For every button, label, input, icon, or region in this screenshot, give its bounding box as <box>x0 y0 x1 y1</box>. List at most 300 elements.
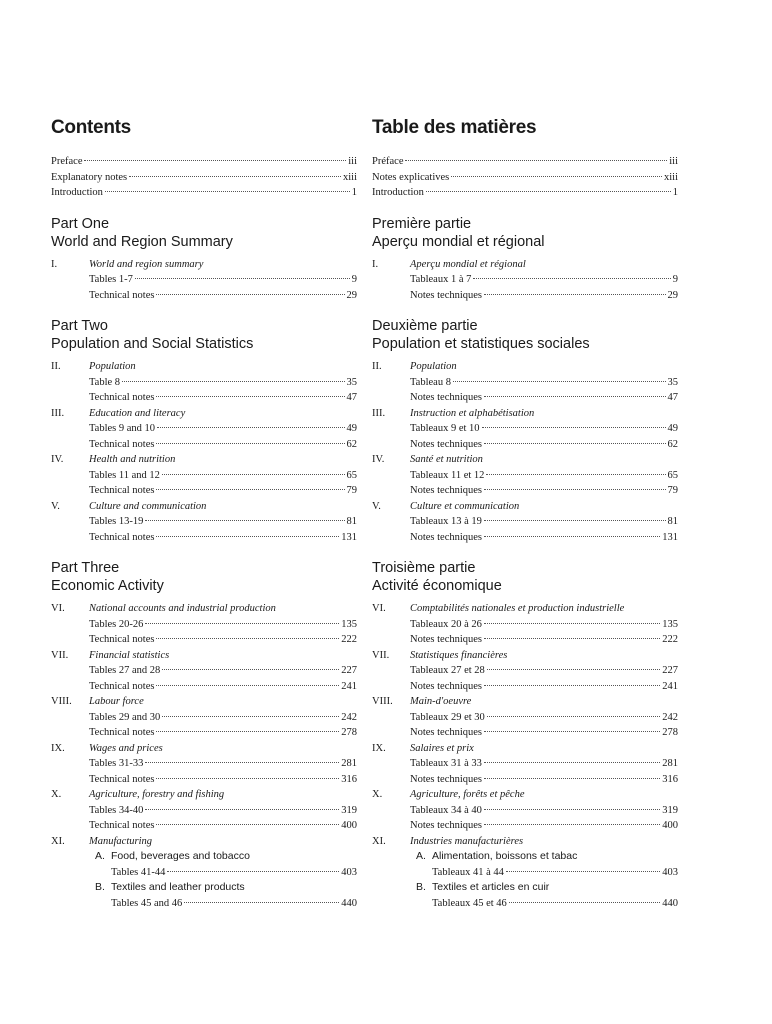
entry-label: Tables 41-44 <box>111 866 166 878</box>
toc-entry[interactable] <box>51 756 357 772</box>
dot-leader <box>484 638 660 639</box>
chapter-title: Statistiques financières <box>410 649 508 661</box>
subsection-letter: A. <box>416 850 426 862</box>
page-number: xiii <box>342 171 357 183</box>
chapter-title: Salaires et prix <box>410 742 474 754</box>
subsection-heading <box>51 849 357 865</box>
subsection-title: Textiles and leather products <box>111 881 245 893</box>
entry-label: Technical notes <box>89 820 155 831</box>
entry-label: Table 8 <box>89 376 121 388</box>
entry-label: Tableaux 27 et 28 <box>410 665 485 676</box>
chapter-number: III. <box>372 407 386 419</box>
toc-entry[interactable] <box>372 288 678 304</box>
entry-label: Technical notes <box>89 531 155 543</box>
toc-entry-explanatory-notes[interactable] <box>51 170 357 186</box>
entry-label: Tables 9 and 10 <box>89 423 156 434</box>
toc-entry[interactable] <box>51 530 357 546</box>
toc-entry[interactable] <box>51 617 357 633</box>
page-number: 440 <box>662 897 678 909</box>
page-number: 47 <box>667 392 678 403</box>
entry-label: Technical notes <box>89 773 155 785</box>
chapter-title: Population <box>89 361 136 372</box>
toc-entry[interactable] <box>372 514 678 530</box>
entry-label: Notes techniques <box>410 727 483 738</box>
dot-leader <box>135 278 350 279</box>
chapter-number: VI. <box>372 603 386 614</box>
page-number: 49 <box>346 423 357 434</box>
chapter-heading <box>51 648 357 664</box>
entry-label: Tableaux 11 et 12 <box>410 469 485 481</box>
chapter-title: Culture and communication <box>89 500 207 512</box>
entry-label: Tables 29 and 30 <box>89 711 161 723</box>
page-number: 1 <box>351 187 357 198</box>
page-number: 9 <box>351 274 357 285</box>
dot-leader <box>156 294 344 295</box>
page-number: 35 <box>346 376 357 388</box>
chapter-number: X. <box>372 789 383 800</box>
chapter-title: Aperçu mondial et régional <box>410 258 526 270</box>
page-number: 242 <box>662 711 678 723</box>
dot-leader <box>484 520 666 521</box>
page-number: 79 <box>667 485 678 496</box>
dot-leader <box>484 824 660 825</box>
page-number: 319 <box>341 804 357 816</box>
toc-entry[interactable] <box>51 896 357 912</box>
page-number: 241 <box>341 680 357 692</box>
chapter-title: Culture et communication <box>410 500 520 512</box>
chapter-title: National accounts and industrial production <box>89 603 276 614</box>
entry-label: Technical notes <box>89 634 155 645</box>
entry-label: Technical notes <box>89 727 155 738</box>
entry-label: Tableaux 34 à 40 <box>410 804 482 816</box>
dot-leader <box>484 809 660 810</box>
toc-entry[interactable] <box>51 679 357 695</box>
toc-entry-introduction[interactable] <box>372 185 678 201</box>
entry-label: Préface <box>372 156 404 167</box>
dot-leader <box>167 871 339 872</box>
page-number: 227 <box>341 665 357 676</box>
part-number: Troisième partie <box>372 560 476 576</box>
entry-label: Tables 1-7 <box>89 274 133 285</box>
toc-entry-preface[interactable] <box>372 154 678 170</box>
page-number: 47 <box>346 392 357 403</box>
toc-entry[interactable] <box>372 617 678 633</box>
entry-label: Notes techniques <box>410 680 483 692</box>
chapter-number: IV. <box>51 454 64 465</box>
page-number: 135 <box>341 618 357 630</box>
page-number: 400 <box>662 820 678 831</box>
entry-label: Tableaux 13 à 19 <box>410 516 482 527</box>
chapter-number: VII. <box>51 649 69 661</box>
dot-leader <box>484 443 665 444</box>
entry-label: Notes techniques <box>410 820 483 831</box>
dot-leader <box>484 778 660 779</box>
page-number: 281 <box>662 758 678 769</box>
entry-label: Tables 20-26 <box>89 618 144 630</box>
page-number: 62 <box>667 438 678 450</box>
toc-entry[interactable] <box>372 663 678 679</box>
chapter-number: X. <box>51 789 62 800</box>
chapter-number: XI. <box>372 835 386 847</box>
dot-leader <box>145 623 339 624</box>
entry-label: Tableau 8 <box>410 376 451 388</box>
dot-leader <box>156 685 339 686</box>
chapter-heading <box>51 601 357 617</box>
chapter-heading <box>51 741 357 757</box>
toc-entry[interactable] <box>51 865 357 881</box>
toc-entry[interactable] <box>51 514 357 530</box>
page-number: 62 <box>346 438 357 450</box>
dot-leader <box>145 762 339 763</box>
entry-label: Tableaux 20 à 26 <box>410 618 482 630</box>
chapter-number: VI. <box>51 603 65 614</box>
page-number: 135 <box>662 618 678 630</box>
contents-heading: Table des matières <box>372 117 537 138</box>
toc-entry-preface[interactable] <box>51 154 357 170</box>
toc-entry[interactable] <box>372 679 678 695</box>
entry-label: Tableaux 9 et 10 <box>410 423 480 434</box>
dot-leader <box>122 381 344 382</box>
toc-entry[interactable] <box>51 632 357 648</box>
toc-entry[interactable] <box>372 896 678 912</box>
dot-leader <box>484 731 660 732</box>
chapter-heading <box>372 499 678 515</box>
chapter-title: Instruction et alphabétisation <box>410 407 535 419</box>
chapter-heading <box>51 499 357 515</box>
dot-leader <box>156 443 344 444</box>
subsection-letter: A. <box>95 850 105 862</box>
page-number: 278 <box>341 727 357 738</box>
chapter-title: Santé et nutrition <box>410 454 483 465</box>
toc-entry[interactable] <box>372 756 678 772</box>
chapter-heading <box>372 741 678 757</box>
page-number: 131 <box>662 531 678 543</box>
page-number: 440 <box>341 897 357 909</box>
toc-entry-introduction[interactable] <box>51 185 357 201</box>
dot-leader <box>487 716 660 717</box>
dot-leader <box>156 396 344 397</box>
chapter-heading <box>372 406 678 422</box>
toc-entry[interactable] <box>372 530 678 546</box>
contents-column-french <box>372 114 678 911</box>
toc-entry[interactable] <box>372 818 678 834</box>
page-number: iii <box>348 156 357 167</box>
toc-entry[interactable] <box>51 803 357 819</box>
chapter-heading <box>51 834 357 850</box>
subsection-title: Textiles et articles en cuir <box>432 881 550 893</box>
chapter-title: Labour force <box>89 696 144 707</box>
chapter-number: V. <box>372 500 381 512</box>
toc-entry[interactable] <box>372 390 678 406</box>
dot-leader <box>162 474 345 475</box>
dot-leader <box>162 669 339 670</box>
entry-label: Tables 11 and 12 <box>89 469 160 481</box>
entry-label: Notes techniques <box>410 289 483 301</box>
dot-leader <box>157 427 344 428</box>
toc-entry[interactable] <box>51 468 357 484</box>
dot-leader <box>145 520 344 521</box>
entry-label: Tableaux 41 à 44 <box>432 866 504 878</box>
toc-entry[interactable] <box>372 803 678 819</box>
entry-label: Technical notes <box>89 289 155 301</box>
toc-entry[interactable] <box>51 421 357 437</box>
dot-leader <box>484 762 660 763</box>
dot-leader <box>156 778 339 779</box>
page-number: 316 <box>341 773 357 785</box>
dot-leader <box>405 160 667 161</box>
dot-leader <box>453 381 666 382</box>
page-number: 242 <box>341 711 357 723</box>
page-number: xiii <box>663 171 678 183</box>
dot-leader <box>484 623 660 624</box>
part-number: Part One <box>51 215 110 232</box>
dot-leader <box>484 294 665 295</box>
entry-label: Notes techniques <box>410 773 483 785</box>
chapter-heading <box>372 359 678 375</box>
entry-label: Explanatory notes <box>51 171 128 183</box>
page-number: 35 <box>667 376 678 388</box>
dot-leader <box>486 474 665 475</box>
page-number: 49 <box>667 423 678 434</box>
chapter-heading <box>372 694 678 710</box>
chapter-number: I. <box>51 258 58 270</box>
chapter-heading <box>51 406 357 422</box>
chapter-title: Comptabilités nationales et production industrielle <box>410 603 625 614</box>
part-three-title <box>372 559 678 595</box>
toc-entry[interactable] <box>372 632 678 648</box>
subsection-letter: B. <box>416 881 426 893</box>
entry-label: Tables 34-40 <box>89 804 144 816</box>
entry-label: Notes techniques <box>410 438 483 450</box>
part-number: Part Three <box>51 560 120 576</box>
dot-leader <box>156 489 344 490</box>
subsection-heading <box>51 880 357 896</box>
chapter-heading <box>51 787 357 803</box>
entry-label: Notes explicatives <box>372 171 450 183</box>
page-number: 319 <box>662 804 678 816</box>
dot-leader <box>105 191 350 192</box>
chapter-number: V. <box>51 500 60 512</box>
entry-label: Tables 31-33 <box>89 758 144 769</box>
dot-leader <box>129 176 341 177</box>
part-two-title <box>51 317 357 353</box>
subsection-title: Food, beverages and tobacco <box>111 850 250 862</box>
chapter-title: Financial statistics <box>89 649 170 661</box>
page-number: 278 <box>662 727 678 738</box>
dot-leader <box>451 176 662 177</box>
chapter-number: IV. <box>372 454 385 465</box>
page-number: 403 <box>341 866 357 878</box>
part-number: Deuxième partie <box>372 318 478 334</box>
subsection-letter: B. <box>95 881 105 893</box>
entry-label: Preface <box>51 156 83 167</box>
toc-entry[interactable] <box>51 390 357 406</box>
page-number: 281 <box>341 758 357 769</box>
contents-column-english <box>51 114 357 911</box>
toc-entry[interactable] <box>372 272 678 288</box>
toc-entry[interactable] <box>372 421 678 437</box>
page-number: 65 <box>346 469 357 481</box>
part-one-title <box>51 215 357 251</box>
page-number: 222 <box>662 634 678 645</box>
page-number: 81 <box>346 516 357 527</box>
toc-entry[interactable] <box>372 483 678 499</box>
part-three-title <box>51 559 357 595</box>
chapter-heading <box>372 257 678 273</box>
dot-leader <box>156 824 339 825</box>
part-name: Aperçu mondial et régional <box>372 233 545 250</box>
toc-entry[interactable] <box>372 725 678 741</box>
chapter-title: Main-d'oeuvre <box>410 696 472 707</box>
chapter-title: Wages and prices <box>89 742 163 754</box>
toc-entry[interactable] <box>51 710 357 726</box>
page-number: 227 <box>662 665 678 676</box>
chapter-heading <box>51 452 357 468</box>
toc-entry[interactable] <box>372 468 678 484</box>
toc-entry[interactable] <box>51 288 357 304</box>
toc-entry[interactable] <box>372 772 678 788</box>
entry-label: Tables 13-19 <box>89 516 144 527</box>
dot-leader <box>184 902 339 903</box>
chapter-number: XI. <box>51 835 65 847</box>
dot-leader <box>484 396 665 397</box>
dot-leader <box>509 902 660 903</box>
page-number: 241 <box>662 680 678 692</box>
toc-entry[interactable] <box>51 437 357 453</box>
chapter-number: III. <box>51 407 65 419</box>
entry-label: Notes techniques <box>410 392 483 403</box>
entry-label: Notes techniques <box>410 485 483 496</box>
page-number: 9 <box>672 274 678 285</box>
chapter-heading <box>51 694 357 710</box>
part-name: Population et statistiques sociales <box>372 336 590 352</box>
chapter-number: IX. <box>51 742 65 754</box>
chapter-number: II. <box>51 361 61 372</box>
toc-entry[interactable] <box>51 818 357 834</box>
chapter-heading <box>372 452 678 468</box>
dot-leader <box>162 716 339 717</box>
dot-leader <box>426 191 671 192</box>
entry-label: Technical notes <box>89 680 155 692</box>
toc-entry[interactable] <box>372 865 678 881</box>
part-name: Economic Activity <box>51 578 164 594</box>
dot-leader <box>506 871 660 872</box>
chapter-heading <box>51 257 357 273</box>
chapter-title: World and region summary <box>89 258 204 270</box>
dot-leader <box>156 638 339 639</box>
toc-entry[interactable] <box>372 437 678 453</box>
entry-label: Technical notes <box>89 485 155 496</box>
entry-label: Tableaux 1 à 7 <box>410 274 472 285</box>
dot-leader <box>482 427 666 428</box>
subsection-title: Alimentation, boissons et tabac <box>432 850 578 862</box>
page-number: 29 <box>346 289 357 301</box>
chapter-title: Education and literacy <box>89 407 186 419</box>
toc-entry[interactable] <box>372 710 678 726</box>
page-number: 400 <box>341 820 357 831</box>
toc-entry[interactable] <box>51 483 357 499</box>
chapter-heading <box>51 359 357 375</box>
part-name: Population and Social Statistics <box>51 336 254 352</box>
chapter-heading <box>372 601 678 617</box>
entry-label: Notes techniques <box>410 531 483 543</box>
chapter-heading <box>372 787 678 803</box>
dot-leader <box>484 536 660 537</box>
toc-entry[interactable] <box>51 772 357 788</box>
entry-label: Notes techniques <box>410 634 483 645</box>
chapter-heading <box>372 834 678 850</box>
toc-entry[interactable] <box>51 272 357 288</box>
entry-label: Introduction <box>372 187 424 198</box>
page-number: 131 <box>341 531 357 543</box>
chapter-number: IX. <box>372 742 386 754</box>
chapter-title: Population <box>410 361 457 372</box>
toc-entry[interactable] <box>372 375 678 391</box>
chapter-title: Health and nutrition <box>89 454 176 465</box>
dot-leader <box>484 685 660 686</box>
chapter-title: Industries manufacturières <box>410 835 524 847</box>
entry-label: Technical notes <box>89 392 155 403</box>
page-number: 316 <box>662 773 678 785</box>
contents-heading: Contents <box>51 117 131 138</box>
toc-entry-explanatory-notes[interactable] <box>372 170 678 186</box>
dot-leader <box>84 160 346 161</box>
chapter-title: Agriculture, forêts et pêche <box>410 789 525 800</box>
entry-label: Tableaux 29 et 30 <box>410 711 485 723</box>
chapter-number: VII. <box>372 649 390 661</box>
subsection-heading <box>372 849 678 865</box>
part-name: Activité économique <box>372 578 502 594</box>
subsection-heading <box>372 880 678 896</box>
page-number: 81 <box>667 516 678 527</box>
chapter-number: VIII. <box>372 696 393 707</box>
entry-label: Tables 45 and 46 <box>111 897 183 909</box>
page-number: 1 <box>672 187 678 198</box>
chapter-heading <box>372 648 678 664</box>
page-number: 29 <box>667 289 678 301</box>
dot-leader <box>156 536 339 537</box>
page-number: 79 <box>346 485 357 496</box>
dot-leader <box>484 489 665 490</box>
part-number: Part Two <box>51 318 108 334</box>
dot-leader <box>473 278 670 279</box>
dot-leader <box>145 809 339 810</box>
toc-entry[interactable] <box>51 725 357 741</box>
entry-label: Tableaux 45 et 46 <box>432 897 507 909</box>
chapter-number: VIII. <box>51 696 72 707</box>
entry-label: Introduction <box>51 187 103 198</box>
toc-entry[interactable] <box>51 663 357 679</box>
part-two-title <box>372 317 678 353</box>
page-number: 222 <box>341 634 357 645</box>
chapter-number: I. <box>372 258 379 270</box>
dot-leader <box>487 669 660 670</box>
entry-label: Technical notes <box>89 438 155 450</box>
part-number: Première partie <box>372 215 472 232</box>
chapter-title: Agriculture, forestry and fishing <box>89 789 225 800</box>
chapter-number: II. <box>372 361 382 372</box>
entry-label: Tables 27 and 28 <box>89 665 161 676</box>
part-one-title <box>372 215 678 251</box>
part-name: World and Region Summary <box>51 233 233 250</box>
page-number: iii <box>669 156 678 167</box>
page-number: 403 <box>662 866 678 878</box>
chapter-title: Manufacturing <box>89 835 152 847</box>
page-number: 65 <box>667 469 678 481</box>
dot-leader <box>156 731 339 732</box>
toc-entry[interactable] <box>51 375 357 391</box>
entry-label: Tableaux 31 à 33 <box>410 758 482 769</box>
